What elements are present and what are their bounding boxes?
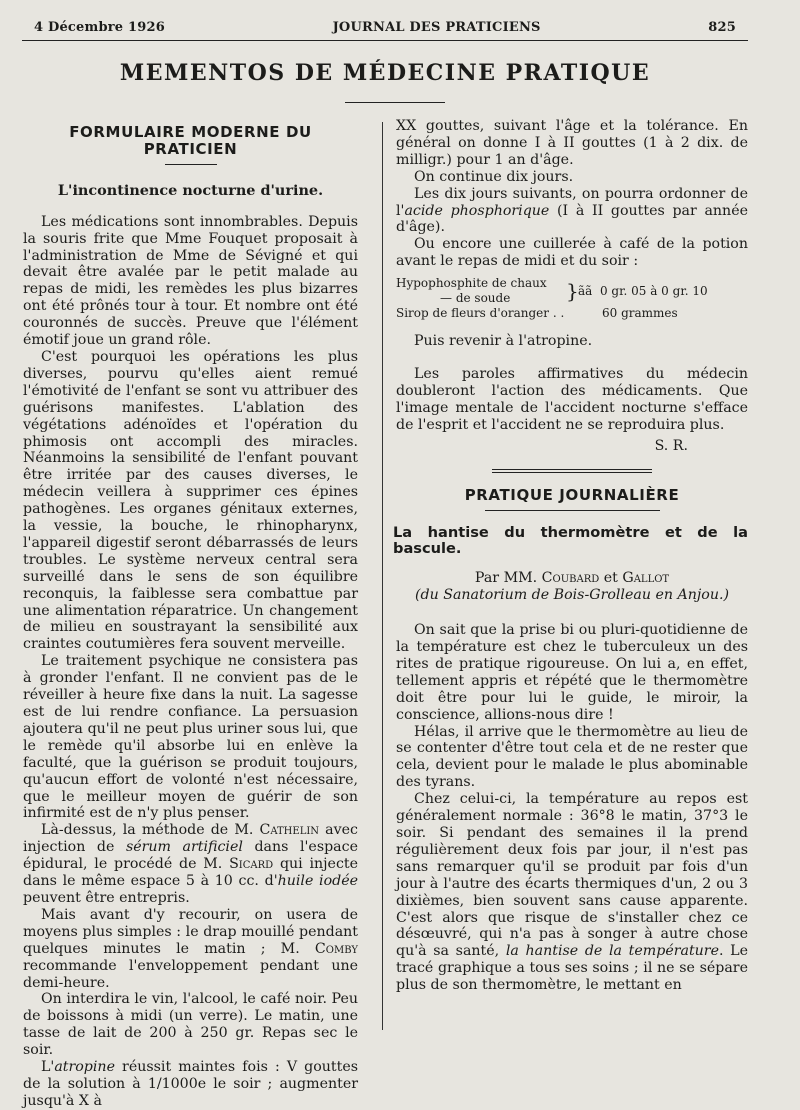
page-title: MEMENTOS DE MÉDECINE PRATIQUE: [119, 60, 651, 86]
author-name: Cathelin: [259, 822, 320, 839]
section-heading-formulaire: FORMULAIRE MODERNE DU PRATICIEN: [69, 123, 312, 158]
paragraph: C'est pourquoi les opérations les plus diverses, pourvu qu'elles aient remué l'émotivité de l'enfant se sont vu attribuer des guérisons manifestes. L'ablation des végétations adénoïdes et l'opération du phimosis ont accompli des miracles. Néanmoins la sensibilité de l'enfant pouvant être irritée par des causes diverses, le médecin veillera à supprimer ces épines pathogènes. Les organes génitaux externes, la vessie, la bouche, le rhinopharynx, l'appareil digestif seront débarrassés de leurs troubles. Le système nerveux central sera surveillé dans le sens de son équilibre reconquis, la faiblesse sera combattue par une alimentation réparatrice. Un changement de milieu en soustrayant la sensibilité aux craintes coutumières fera souvent merveille.: [23, 348, 358, 653]
byline: Par MM. Coubard et Gallot: [474, 570, 670, 587]
column-divider: [382, 122, 383, 1030]
title-rule: [345, 102, 445, 103]
paragraph: Ou encore une cuillerée à café de la potion avant le repas de midi et du soir :: [396, 236, 748, 270]
section-rule: [165, 164, 217, 165]
section-rule: [485, 510, 660, 511]
prescription-formula: [396, 276, 748, 321]
paragraph: Mais avant d'y recourir, on usera de moyens plus simples : le drap mouillé pendant quelques minutes le matin ; M. Comby recommande l'enveloppement pendant une demi-heure.: [23, 906, 358, 991]
page-number: 825: [708, 19, 736, 35]
paragraph: Là-dessus, la méthode de M. Cathelin avec injection de sérum artificiel dans l'espace épidural, le procédé de M. Sicard qui injecte dans le même espace 5 à 10 cc. d'huile iodée peuvent être entrepris.: [23, 822, 358, 906]
article-subheading: La hantise du thermomètre et de la bascule.: [393, 523, 748, 558]
section-heading-pratique: PRATIQUE JOURNALIÈRE: [464, 485, 680, 504]
affiliation: (du Sanatorium de Bois-Grolleau en Anjou.): [414, 587, 730, 604]
journal-name: JOURNAL DES PRATICIENS: [332, 19, 541, 35]
paragraph: L'atropine réussit maintes fois : V gouttes de la solution à 1/1000e le soir ; augmenter jusqu'à X à: [23, 1059, 358, 1109]
right-column: [393, 118, 748, 994]
paragraph: Hélas, il arrive que le thermomètre au lieu de se contenter d'être tout cela et de ne rester que cela, devient pour le malade le plus abominable des tyrans.: [396, 723, 748, 791]
author-name: Sicard: [229, 856, 274, 873]
paragraph: On sait que la prise bi ou pluri-quotidienne de la température est chez le tuberculeux un des rites de pratique rigoureuse. On lui a, en effet, tellement appris et répété que le thermomètre doit être pour lui le guide, le miroir, la conscience, allions-nous dire !: [396, 622, 748, 723]
left-column: [23, 118, 358, 1110]
header-rule: [22, 40, 748, 41]
signature: S. R.: [654, 437, 688, 454]
formula-dose: ãã 0 gr. 05 à 0 gr. 10: [578, 284, 708, 299]
paragraph: Le traitement psychique ne consistera pas à gronder l'enfant. Il ne convient pas de le réveiller à heure fixe dans la nuit. La sagesse est de lui rendre confiance. La persuasion ajoutera qu'il ne peut plus uriner sous lui, que le remède qu'il absorbe lui en enlève la faculté, que la guérison se produit toujours, qu'aucun effort de volonté n'est nécessaire, que le meilleur moyen de guérir de son infirmité est de n'y plus penser.: [23, 653, 358, 822]
paragraph: Les dix jours suivants, on pourra ordonner de l'acide phosphorique (I à II gouttes par année d'âge).: [396, 185, 748, 236]
formula-ingredient: Hypophosphite de chaux: [396, 276, 547, 291]
paragraph: Les médications sont innombrables. Depuis la souris frite que Mme Fouquet proposait à l'administration de Mme de Sévigné et qui devait être avalée par le petit malade au repas de midi, les remèdes les plus bizarres ont été prônés tour à tour. Et nombre ont été couronnés de succès. Preuve que l'élément émotif joue un grand rôle.: [23, 213, 358, 349]
paragraph: Les paroles affirmatives du médecin doubleront l'action des médicaments. Que l'image mentale de l'accident nocturne s'efface de l'esprit et l'accident ne se reproduira plus.: [396, 366, 748, 433]
running-head: [34, 18, 736, 36]
double-rule: [492, 469, 652, 473]
paragraph: Puis revenir à l'atropine.: [414, 333, 593, 350]
paragraph: XX gouttes, suivant l'âge et la tolérance. En général on donne I à II gouttes (1 à 2 dix. de milligr.) pour 1 an d'âge.: [396, 118, 748, 168]
formula-dose: 60 grammes: [602, 306, 678, 321]
article-subheading: L'incontinence nocturne d'urine.: [57, 181, 324, 199]
formula-ingredient: Sirop de fleurs d'oranger . .: [396, 306, 565, 321]
paragraph: On interdira le vin, l'alcool, le café noir. Peu de boissons à midi (un verre). Le matin, une tasse de lait de 200 à 250 gr. Repas sec le soir.: [23, 991, 358, 1059]
author-name: Comby: [314, 940, 358, 957]
formula-ingredient: — de soude: [440, 291, 511, 306]
formula-brace: }: [566, 279, 579, 304]
paragraph: On continue dix jours.: [414, 168, 574, 185]
issue-date: 4 Décembre 1926: [34, 19, 165, 35]
paragraph: Chez celui-ci, la température au repos est généralement normale : 36°8 le matin, 37°3 le soir. Si pendant des semaines il la prend régulièrement deux fois par jour, il n'est pas sans remarquer qu'il se produit par fois d'un jour à l'autre des écarts thermiques d'un, 2 ou 3 dixièmes, bien souvent sans cause apparente. C'est alors que risque de s'installer chez ce désœuvré, qui n'a pas à songer à autre chose qu'à sa santé, la hantise de la température. Le tracé graphique a tous ses soins ; il ne se sépare plus de son thermomètre, le mettant en: [396, 791, 748, 994]
